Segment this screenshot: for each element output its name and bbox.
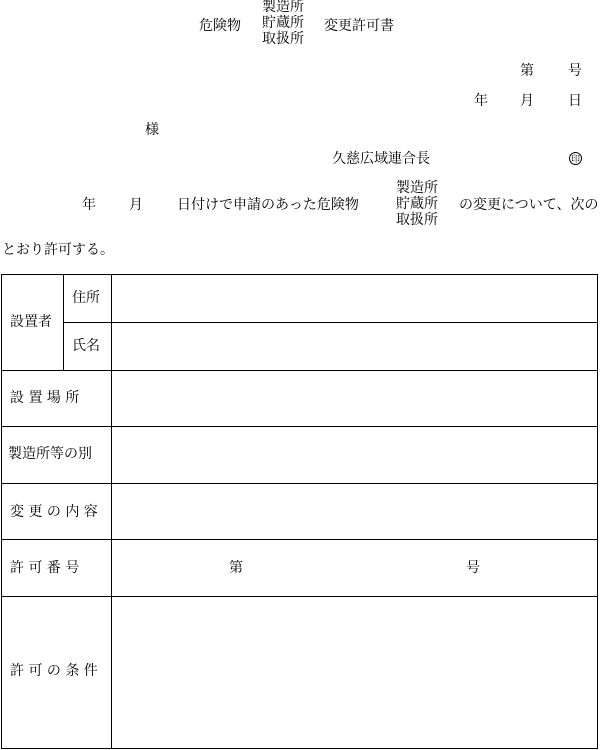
change-label: 変 更 の 内 容: [10, 504, 98, 520]
title-facility-chozosho: 貯蔵所: [262, 15, 304, 31]
title-facility-toriatsukaijo: 取扱所: [262, 31, 304, 47]
date-day: 日: [568, 93, 582, 109]
date-month: 月: [520, 93, 534, 109]
permit-number-dai: 第: [229, 560, 243, 576]
location-label: 設 置 場 所: [10, 390, 80, 406]
installer-label: 設置者: [10, 314, 52, 330]
title-suffix: 変更許可書: [324, 18, 394, 34]
number-go: 号: [568, 63, 582, 79]
permit-number-label: 許 可 番 号: [10, 560, 80, 576]
body-facility-types: [396, 181, 438, 229]
category-label: 製造所等の別: [8, 446, 92, 462]
name-value-cell[interactable]: [112, 323, 597, 370]
col-divider-installer: [63, 274, 64, 370]
addressee-sama: 様: [145, 122, 159, 138]
body-line2: とおり許可する。: [2, 242, 114, 258]
conditions-label: 許 可 の 条 件: [10, 663, 98, 679]
name-label: 氏名: [72, 338, 100, 354]
seal-icon: 印: [569, 152, 582, 165]
body-facility-toriatsukaijo: 取扱所: [396, 212, 438, 228]
address-value-cell[interactable]: [112, 275, 597, 322]
body-facility-chozosho: 貯蔵所: [396, 196, 438, 212]
title-prefix: 危険物: [199, 18, 241, 34]
body-year: 年: [82, 197, 96, 213]
change-value-cell[interactable]: [112, 484, 597, 539]
conditions-value-cell[interactable]: [112, 597, 597, 748]
body-text-after: の変更について、次の: [459, 197, 599, 213]
body-month: 月: [129, 197, 143, 213]
body-text-before: 日付けで申請のあった危険物: [177, 197, 359, 213]
date-year: 年: [474, 93, 488, 109]
address-label: 住所: [72, 290, 100, 306]
row-divider-change-permitno: [1, 539, 598, 540]
title-facility-types: [262, 0, 304, 48]
permit-number-go: 号: [466, 560, 480, 576]
body-facility-seizosho: 製造所: [396, 180, 438, 196]
number-dai: 第: [520, 63, 534, 79]
issuer-name: 久慈広域連合長: [332, 151, 430, 167]
location-value-cell[interactable]: [112, 371, 597, 426]
title-facility-seizosho: 製造所: [262, 0, 304, 15]
category-value-cell[interactable]: [112, 427, 597, 483]
